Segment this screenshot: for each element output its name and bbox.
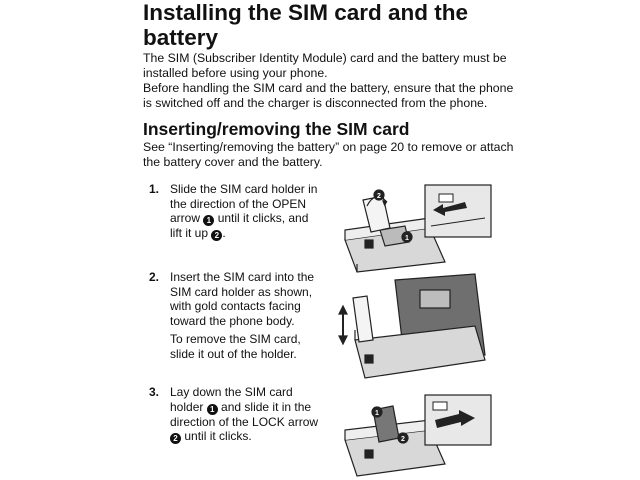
step-line: SIM card holder as shown, xyxy=(170,284,313,299)
step-line-part: and slide it in the xyxy=(221,399,312,414)
step-line-part: . xyxy=(222,226,226,240)
step-number: 3. xyxy=(149,385,160,399)
marker-1-icon: 1 xyxy=(207,404,218,415)
step-line xyxy=(170,226,340,241)
step-text xyxy=(170,270,340,361)
marker-1-label: 1 xyxy=(405,235,409,242)
sim-lock-illustration xyxy=(335,390,495,478)
section-intro-line: the battery cover and the battery. xyxy=(143,155,323,169)
intro-line: Before handling the SIM card and the battery, ensure that the phone xyxy=(143,81,514,95)
step-line: toward the phone body. xyxy=(170,313,295,328)
sim-insert-illustration xyxy=(335,270,495,385)
step-line xyxy=(170,211,340,226)
step-line xyxy=(170,429,340,444)
marker-2-icon: 2 xyxy=(211,230,222,241)
section-intro xyxy=(143,140,523,170)
step-line: slide it out of the holder. xyxy=(170,346,297,361)
marker-2-icon: 2 xyxy=(170,433,181,444)
step-line xyxy=(170,400,340,415)
page-title xyxy=(143,0,523,50)
sim-holder-open-illustration xyxy=(335,180,495,274)
step-line: the direction of the OPEN xyxy=(170,196,307,211)
step-line-part: arrow xyxy=(170,211,201,225)
step-line-part: holder xyxy=(170,399,204,414)
step-number: 1. xyxy=(149,182,160,196)
zoom-inset xyxy=(425,395,491,445)
step-line: Lay down the SIM card xyxy=(170,385,293,399)
marker-2-label: 2 xyxy=(377,193,381,200)
step-text xyxy=(170,182,340,241)
step-line-part: lift it up xyxy=(170,226,209,240)
step-text xyxy=(170,385,340,444)
page-title-line-1: Installing the SIM card and the xyxy=(143,0,469,25)
intro-line: installed before using your phone. xyxy=(143,66,328,80)
step-line: with gold contacts facing xyxy=(170,299,301,313)
marker-1-icon: 1 xyxy=(203,215,214,226)
intro-line: The SIM (Subscriber Identity Module) card and the battery must be xyxy=(143,51,507,65)
intro-line: is switched off and the charger is disconnected from the phone. xyxy=(143,96,488,110)
page-title-line-2: battery xyxy=(143,25,219,50)
step-line: direction of the LOCK arrow xyxy=(170,414,319,429)
step-line-part: until it clicks. xyxy=(184,429,252,443)
step-number: 2. xyxy=(149,270,160,284)
zoom-inset xyxy=(425,185,491,237)
step-line: Insert the SIM card into the xyxy=(170,270,315,284)
section-title: Inserting/removing the SIM card xyxy=(143,119,410,139)
step-line: Slide the SIM card holder in xyxy=(170,182,318,196)
intro-paragraph xyxy=(143,51,523,111)
marker-2-label: 2 xyxy=(401,436,405,443)
section-intro-line: See “Inserting/removing the battery” on page 20 to remove or attach xyxy=(143,140,514,154)
step-line-part: until it clicks, and xyxy=(217,211,309,225)
step-line: To remove the SIM card, xyxy=(170,332,301,346)
marker-1-label: 1 xyxy=(375,410,379,417)
